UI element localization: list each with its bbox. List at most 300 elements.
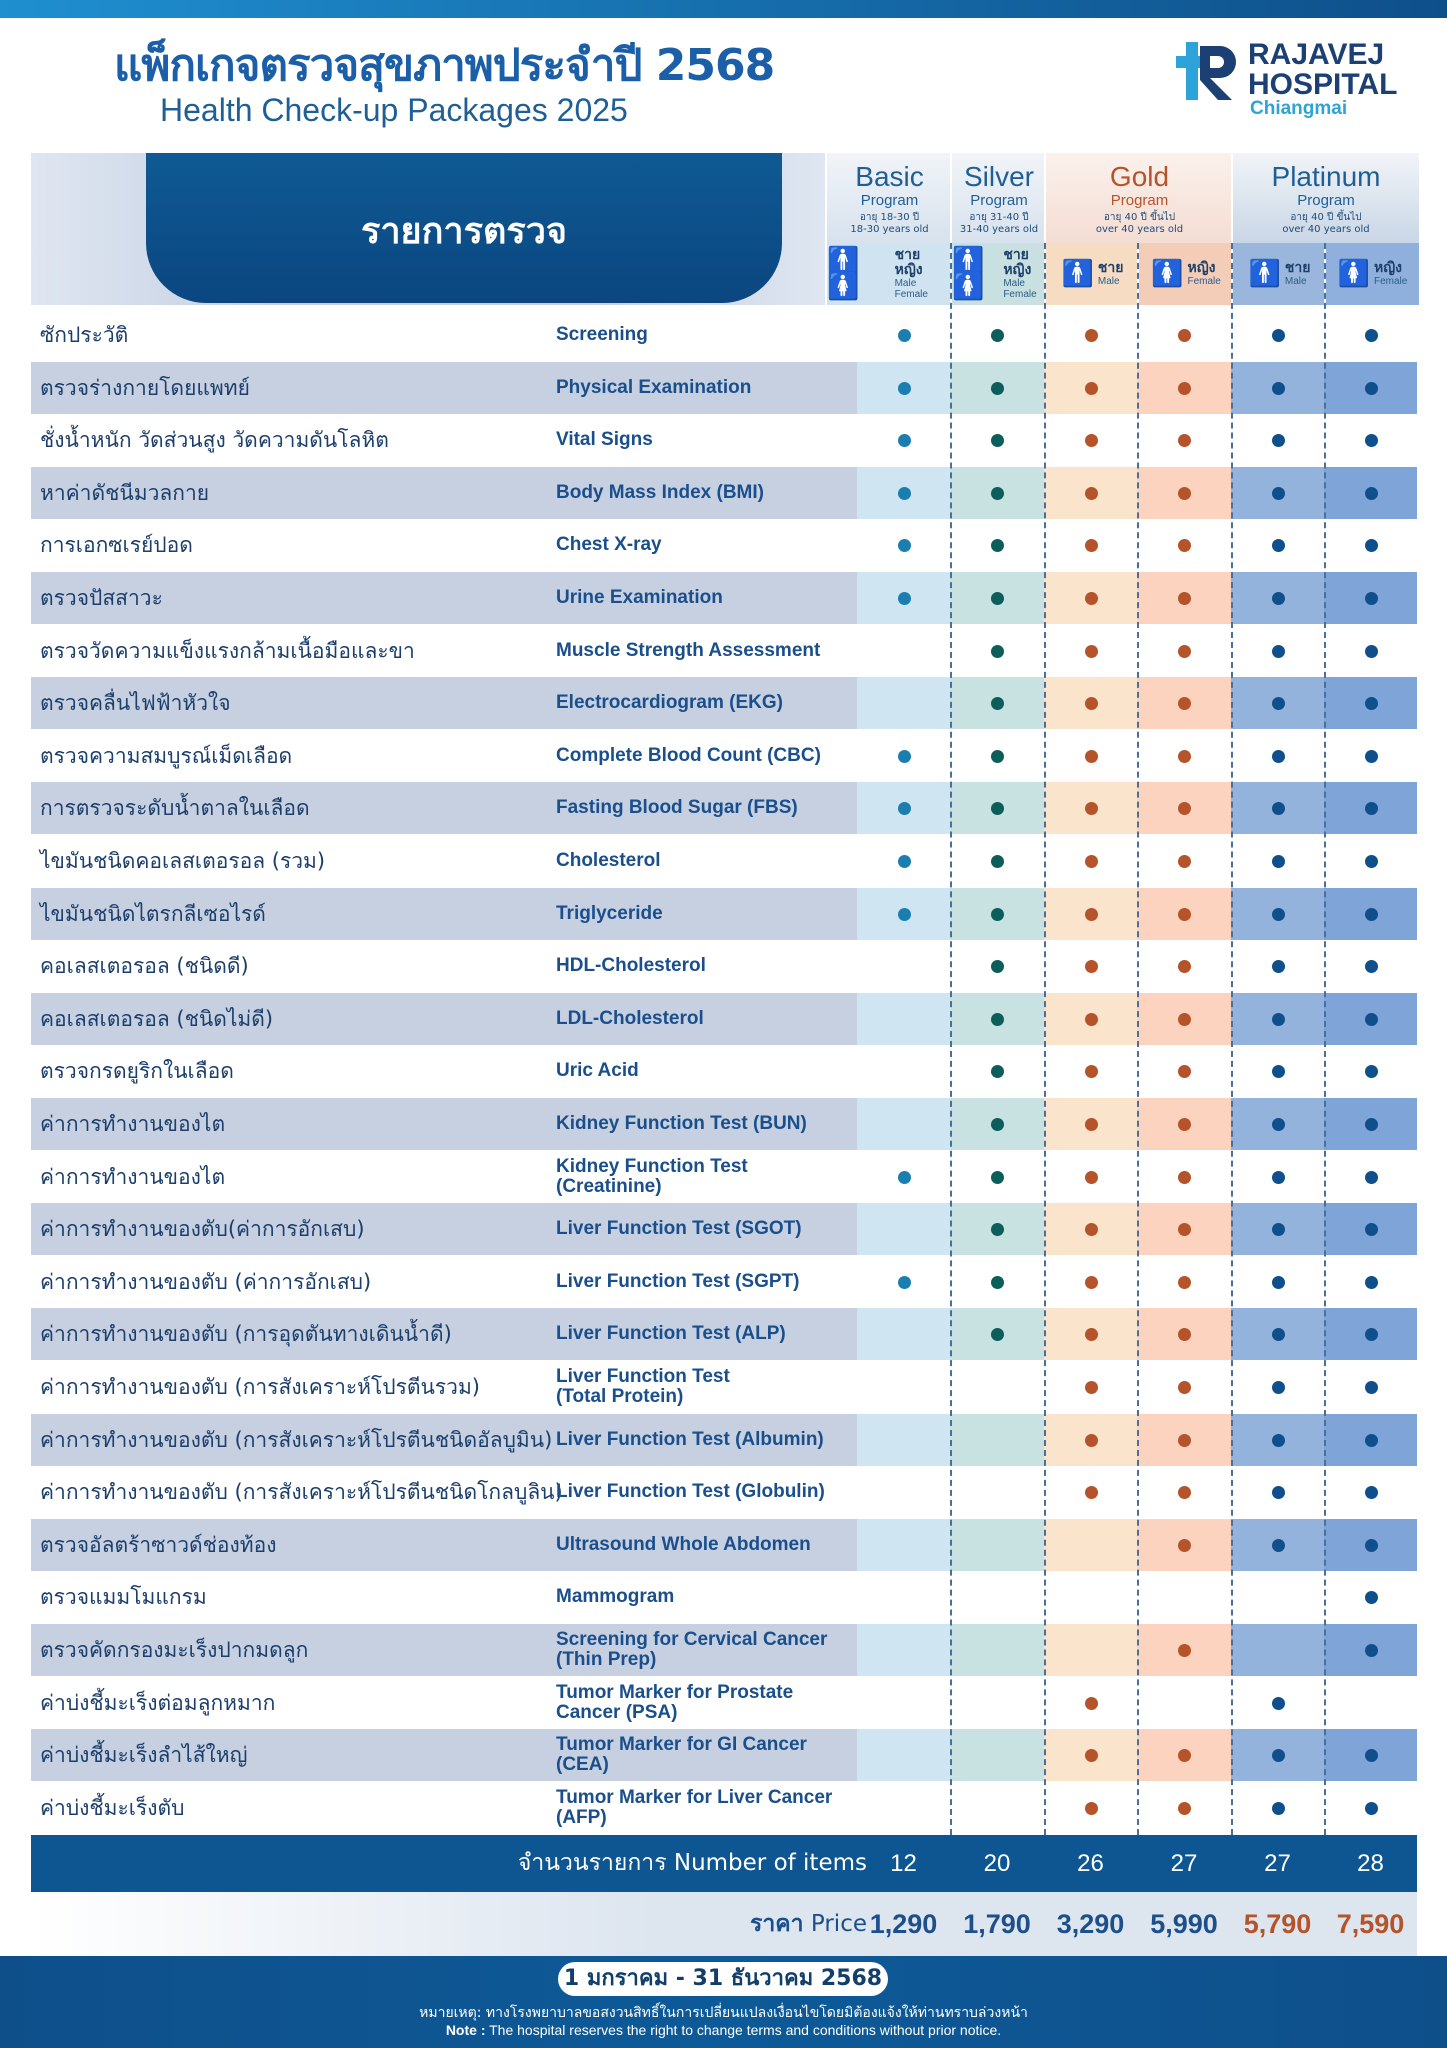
package-cell xyxy=(950,1571,1044,1623)
package-cell xyxy=(950,625,1044,677)
item-name-english-line: Tumor Marker for Prostate xyxy=(556,1681,794,1703)
package-cell xyxy=(1324,1203,1417,1255)
included-dot xyxy=(1272,329,1285,342)
included-dot xyxy=(1272,960,1285,973)
package-cell xyxy=(1137,940,1231,992)
included-dot xyxy=(1085,1381,1098,1394)
included-dot xyxy=(1178,1276,1191,1289)
package-cell xyxy=(1044,888,1137,940)
gender-label-thai: หญิง xyxy=(1374,260,1402,276)
table-row xyxy=(31,940,1417,992)
table-row xyxy=(31,993,1417,1045)
package-cell xyxy=(857,1151,950,1203)
included-dot xyxy=(1365,1486,1378,1499)
price-label-english: Price xyxy=(810,1911,867,1937)
item-count-value: 26 xyxy=(1077,1850,1104,1877)
item-name-english xyxy=(556,625,820,677)
included-dot xyxy=(1365,855,1378,868)
item-name-english-line: Liver Function Test (Globulin) xyxy=(556,1481,825,1503)
included-dot xyxy=(1178,1381,1191,1394)
package-cell xyxy=(1137,677,1231,729)
included-dot xyxy=(898,802,911,815)
package-cell xyxy=(1231,1729,1324,1781)
package-cell xyxy=(950,467,1044,519)
item-name-english-line: Chest X-ray xyxy=(556,534,662,556)
item-name-english xyxy=(556,1256,800,1308)
footer-note-label: Note : xyxy=(445,2022,486,2038)
table-row xyxy=(31,835,1417,887)
item-name-thai: ไขมันชนิดคอเลสเตอรอล (รวม) xyxy=(40,849,326,873)
included-dot xyxy=(1272,1223,1285,1236)
included-dot xyxy=(1178,434,1191,447)
column-divider xyxy=(1324,243,1326,1835)
item-name-thai: ค่าการทำงานของไต xyxy=(40,1112,226,1136)
item-count-row xyxy=(31,1835,1417,1892)
item-name-english xyxy=(556,1466,825,1518)
item-name-english xyxy=(556,1782,832,1834)
package-cell xyxy=(1044,519,1137,571)
item-name-english-line: (Creatinine) xyxy=(556,1175,662,1197)
male-female-icon: 🚹🚺 xyxy=(827,246,860,302)
package-cell xyxy=(950,1045,1044,1097)
gender-label-english: Male Female xyxy=(1003,278,1037,300)
item-name-english-line: HDL-Cholesterol xyxy=(556,955,706,977)
package-cell xyxy=(1137,1045,1231,1097)
included-dot xyxy=(1085,1328,1098,1341)
included-dot xyxy=(1365,645,1378,658)
package-cell xyxy=(1044,1256,1137,1308)
logo-city: Chiangmai xyxy=(1250,98,1348,119)
included-dot xyxy=(1365,434,1378,447)
included-dot xyxy=(1365,908,1378,921)
package-cell xyxy=(1231,1624,1324,1676)
item-name-thai: หาค่าดัชนีมวลกาย xyxy=(40,480,210,505)
package-cell xyxy=(1324,1519,1417,1571)
item-count-label: จำนวนรายการ Number of items xyxy=(517,1850,867,1876)
package-cell xyxy=(1231,1308,1324,1360)
package-cell xyxy=(857,414,950,466)
package-cell xyxy=(1324,1466,1417,1518)
item-name-english xyxy=(556,414,653,466)
item-count-value: 27 xyxy=(1264,1850,1291,1877)
package-cell xyxy=(950,1098,1044,1150)
item-name-english xyxy=(556,782,798,834)
package-cell xyxy=(1044,467,1137,519)
included-dot xyxy=(1365,329,1378,342)
package-cell xyxy=(950,1414,1044,1466)
item-name-thai: ตรวจแมมโมแกรม xyxy=(40,1585,207,1610)
included-dot xyxy=(1085,645,1098,658)
package-cell xyxy=(950,1203,1044,1255)
item-name-english-line: Cancer (PSA) xyxy=(556,1701,678,1723)
included-dot xyxy=(1272,645,1285,658)
included-dot xyxy=(991,329,1004,342)
included-dot xyxy=(1178,960,1191,973)
included-dot xyxy=(991,908,1004,921)
included-dot xyxy=(1085,1434,1098,1447)
item-name-english-line: LDL-Cholesterol xyxy=(556,1007,704,1029)
item-name-english xyxy=(556,940,706,992)
table-row xyxy=(31,1203,1417,1255)
package-cell xyxy=(1137,1624,1231,1676)
item-count-value: 28 xyxy=(1357,1850,1384,1877)
item-name-thai: คอเลสเตอรอล (ชนิดไม่ดี) xyxy=(40,1006,274,1031)
program-name: Gold xyxy=(1109,161,1170,192)
package-cell xyxy=(950,1308,1044,1360)
item-name-thai: ชั่งน้ำหนัก วัดส่วนสูง วัดความดันโลหิต xyxy=(40,428,389,453)
package-cell xyxy=(1231,1203,1324,1255)
package-cell xyxy=(1231,940,1324,992)
included-dot xyxy=(898,382,911,395)
included-dot xyxy=(1272,1539,1285,1552)
package-cell xyxy=(1324,1624,1417,1676)
included-dot xyxy=(991,592,1004,605)
package-cell xyxy=(1324,782,1417,834)
included-dot xyxy=(991,802,1004,815)
package-cell xyxy=(1137,309,1231,361)
included-dot xyxy=(1365,1644,1378,1657)
item-name-english-line: Tumor Marker for GI Cancer xyxy=(556,1734,807,1756)
price-value: 5,990 xyxy=(1150,1909,1218,1939)
package-cell xyxy=(857,1256,950,1308)
item-name-english-line: Body Mass Index (BMI) xyxy=(556,481,764,503)
table-row xyxy=(31,1677,1417,1729)
included-dot xyxy=(1085,1276,1098,1289)
gender-label-english: Male xyxy=(1097,276,1120,287)
included-dot xyxy=(1085,1802,1098,1815)
item-name-english-line: Cholesterol xyxy=(556,850,661,871)
included-dot xyxy=(898,487,911,500)
package-cell xyxy=(1137,362,1231,414)
logo-name xyxy=(1248,40,1397,100)
package-cell xyxy=(950,1361,1044,1413)
package-cell xyxy=(1137,1308,1231,1360)
table-row xyxy=(31,362,1417,414)
included-dot xyxy=(1085,697,1098,710)
included-dot xyxy=(1178,1223,1191,1236)
package-cell xyxy=(950,572,1044,624)
included-dot xyxy=(1178,1013,1191,1026)
package-cell xyxy=(950,835,1044,887)
package-cell xyxy=(1137,1414,1231,1466)
included-dot xyxy=(991,645,1004,658)
table-row xyxy=(31,677,1417,729)
table-row xyxy=(31,1256,1417,1308)
included-dot xyxy=(1272,487,1285,500)
package-cell xyxy=(1231,1045,1324,1097)
package-cell xyxy=(857,888,950,940)
package-cell xyxy=(1324,572,1417,624)
package-cell xyxy=(1231,1098,1324,1150)
item-name-thai: ตรวจปัสสาวะ xyxy=(40,586,163,610)
price-label-thai: ราคา xyxy=(750,1911,804,1937)
package-cell xyxy=(1231,1466,1324,1518)
package-cell xyxy=(1137,1782,1231,1834)
price-value: 7,590 xyxy=(1336,1909,1405,1939)
included-dot xyxy=(1178,802,1191,815)
gender-label-thai: ชาย หญิง xyxy=(894,247,923,278)
program-header-3 xyxy=(1231,153,1419,243)
package-cell xyxy=(1044,1624,1137,1676)
included-dot xyxy=(1178,539,1191,552)
item-name-english xyxy=(556,1045,639,1097)
item-name-english-line: Fasting Blood Sugar (FBS) xyxy=(556,797,798,819)
package-cell xyxy=(950,940,1044,992)
item-name-thai: การเอกซเรย์ปอด xyxy=(40,533,193,558)
column-divider xyxy=(1137,243,1139,1835)
table-row xyxy=(31,1414,1417,1466)
table-title: รายการตรวจ xyxy=(360,211,567,252)
included-dot xyxy=(1272,434,1285,447)
included-dot xyxy=(991,487,1004,500)
table-row xyxy=(31,519,1417,571)
included-dot xyxy=(1178,1802,1191,1815)
included-dot xyxy=(1365,1276,1378,1289)
item-name-english xyxy=(556,519,662,571)
included-dot xyxy=(1178,487,1191,500)
package-cell xyxy=(1044,572,1137,624)
package-cell xyxy=(1231,1677,1324,1729)
included-dot xyxy=(1085,329,1098,342)
package-cell xyxy=(1231,1151,1324,1203)
included-dot xyxy=(1272,802,1285,815)
package-cell xyxy=(857,362,950,414)
item-name-thai: ตรวจคัดกรองมะเร็งปากมดลูก xyxy=(40,1638,309,1662)
item-name-thai: ไขมันชนิดไตรกลีเซอไรด์ xyxy=(40,901,266,926)
program-age-thai: อายุ 18-30 ปี xyxy=(859,212,920,223)
package-cell xyxy=(1044,1308,1137,1360)
package-cell xyxy=(1044,1151,1137,1203)
program-age-thai: อายุ 40 ปี ขึ้นไป xyxy=(1290,212,1362,223)
included-dot xyxy=(1085,1118,1098,1131)
included-dot xyxy=(1178,908,1191,921)
item-name-thai: คอเลสเตอรอล (ชนิดดี) xyxy=(40,954,249,979)
item-name-english-line: Kidney Function Test (BUN) xyxy=(556,1113,807,1134)
table-row xyxy=(31,1624,1417,1676)
item-count-value: 20 xyxy=(983,1850,1011,1877)
package-cell xyxy=(1044,1361,1137,1413)
package-cell xyxy=(1231,1571,1324,1623)
table-row xyxy=(31,572,1417,624)
included-dot xyxy=(1178,592,1191,605)
included-dot xyxy=(1365,382,1378,395)
included-dot xyxy=(898,329,911,342)
included-dot xyxy=(991,855,1004,868)
included-dot xyxy=(1272,1802,1285,1815)
item-name-thai: ค่าการทำงานของตับ(ค่าการอักเสบ) xyxy=(40,1217,365,1242)
item-name-english xyxy=(556,1571,674,1623)
package-cell xyxy=(950,362,1044,414)
package-cell xyxy=(857,835,950,887)
program-label: Program xyxy=(1297,192,1355,209)
program-age-thai: อายุ 31-40 ปี xyxy=(969,212,1029,223)
item-name-thai: ค่าการทำงานของตับ (การอุดตันทางเดินน้ำดี) xyxy=(40,1322,452,1347)
gender-label-thai: หญิง xyxy=(1187,260,1216,276)
package-cell xyxy=(1137,519,1231,571)
included-dot xyxy=(1178,750,1191,763)
included-dot xyxy=(991,960,1004,973)
included-dot xyxy=(1085,487,1098,500)
item-name-english xyxy=(556,362,751,414)
package-cell xyxy=(1044,1098,1137,1150)
item-name-english xyxy=(556,677,783,729)
program-label: Program xyxy=(970,192,1028,209)
column-divider xyxy=(950,243,952,1835)
included-dot xyxy=(1365,960,1378,973)
program-age-english: 31-40 years old xyxy=(959,224,1039,235)
included-dot xyxy=(1178,382,1191,395)
item-name-english xyxy=(556,1624,827,1676)
package-cell xyxy=(1231,1414,1324,1466)
item-name-thai: ตรวจความสมบูรณ์เม็ดเลือด xyxy=(40,743,293,768)
item-name-english-line: Muscle Strength Assessment xyxy=(556,639,821,661)
item-name-english xyxy=(556,467,764,519)
package-cell xyxy=(1324,677,1417,729)
package-cell xyxy=(1324,888,1417,940)
package-cell xyxy=(1231,888,1324,940)
package-cell xyxy=(1231,625,1324,677)
program-age-english: 18-30 years old xyxy=(850,224,929,235)
item-name-english-line: Urine Examination xyxy=(556,587,723,608)
included-dot xyxy=(1085,1486,1098,1499)
gender-label-english: Female xyxy=(1374,276,1408,287)
package-cell xyxy=(1044,993,1137,1045)
item-name-thai: ตรวจกรดยูริกในเลือด xyxy=(40,1059,234,1084)
package-cell xyxy=(1044,1414,1137,1466)
included-dot xyxy=(1365,1223,1378,1236)
gender-subheader-5 xyxy=(1324,243,1419,305)
included-dot xyxy=(1085,960,1098,973)
package-cell xyxy=(1137,1361,1231,1413)
included-dot xyxy=(1272,750,1285,763)
included-dot xyxy=(898,539,911,552)
package-cell xyxy=(1324,414,1417,466)
program-name: Platinum xyxy=(1271,161,1381,192)
included-dot xyxy=(1272,1171,1285,1184)
item-name-english xyxy=(556,1519,811,1571)
included-dot xyxy=(898,434,911,447)
package-cell xyxy=(950,677,1044,729)
package-cell xyxy=(1324,519,1417,571)
included-dot xyxy=(1365,1065,1378,1078)
item-name-thai: การตรวจระดับน้ำตาลในเลือด xyxy=(40,796,310,821)
package-cell xyxy=(857,940,950,992)
item-name-english xyxy=(556,572,723,624)
included-dot xyxy=(898,750,911,763)
included-dot xyxy=(1178,1065,1191,1078)
package-cell xyxy=(950,1624,1044,1676)
package-cell xyxy=(1324,1782,1417,1834)
included-dot xyxy=(1272,1276,1285,1289)
logo-name-line2: HOSPITAL xyxy=(1248,68,1398,101)
item-name-english-line: Ultrasound Whole Abdomen xyxy=(556,1533,811,1555)
price-label xyxy=(750,1892,867,1956)
package-cell xyxy=(1044,1782,1137,1834)
package-cell xyxy=(857,625,950,677)
package-cell xyxy=(1137,1519,1231,1571)
package-cell xyxy=(950,993,1044,1045)
item-name-thai: ค่าบ่งชี้มะเร็งต่อมลูกหมาก xyxy=(40,1690,276,1715)
item-name-english-line: Uric Acid xyxy=(556,1060,639,1082)
item-name-english-line: Liver Function Test (SGOT) xyxy=(556,1218,802,1240)
package-cell xyxy=(1231,835,1324,887)
package-cell xyxy=(857,572,950,624)
package-cell xyxy=(1231,730,1324,782)
program-age-english: over 40 years old xyxy=(1095,224,1184,235)
package-cell xyxy=(857,1624,950,1676)
included-dot xyxy=(898,855,911,868)
price-value: 1,290 xyxy=(869,1909,938,1939)
package-cell xyxy=(1044,677,1137,729)
rajavej-logo-icon xyxy=(1176,42,1238,100)
item-name-english-line: Screening xyxy=(556,324,648,345)
package-cell xyxy=(857,993,950,1045)
package-cell xyxy=(1324,625,1417,677)
package-cell xyxy=(857,1466,950,1518)
top-accent-bar xyxy=(0,0,1447,18)
package-cell xyxy=(950,782,1044,834)
item-name-english xyxy=(556,1203,802,1255)
item-name-english-line: Triglyceride xyxy=(556,902,663,924)
included-dot xyxy=(1085,1749,1098,1762)
item-name-english-line: Liver Function Test (SGPT) xyxy=(556,1270,800,1292)
male-icon: 🚹 xyxy=(1061,259,1094,289)
included-dot xyxy=(1085,1697,1098,1710)
table-row xyxy=(31,467,1417,519)
footer-note-thai: หมายเหตุ: ทางโรงพยาบาลขอสงวนสิทธิ์ในการเปลี่ยนแปลงเงื่อนไขโดยมิต้องแจ้งให้ท่านทราบล่วงหน้า xyxy=(419,2005,1028,2021)
package-cell xyxy=(857,782,950,834)
included-dot xyxy=(1272,539,1285,552)
included-dot xyxy=(1178,645,1191,658)
package-cell xyxy=(950,1256,1044,1308)
included-dot xyxy=(1365,1434,1378,1447)
package-cell xyxy=(857,1045,950,1097)
table-row xyxy=(31,1098,1417,1150)
included-dot xyxy=(1272,1486,1285,1499)
package-cell xyxy=(1324,1256,1417,1308)
item-name-thai: ค่าการทำงานของตับ (ค่าการอักเสบ) xyxy=(40,1269,372,1294)
table-row xyxy=(31,730,1417,782)
item-name-english-line: (Thin Prep) xyxy=(556,1649,657,1670)
price-row xyxy=(31,1892,1417,1956)
package-cell xyxy=(1137,1466,1231,1518)
gender-subheader-4 xyxy=(1231,243,1326,305)
price-value: 1,790 xyxy=(963,1909,1031,1939)
included-dot xyxy=(1085,1171,1098,1184)
package-cell xyxy=(1324,1729,1417,1781)
table-row xyxy=(31,1045,1417,1097)
package-cell xyxy=(1324,467,1417,519)
table-row xyxy=(31,1571,1417,1623)
item-name-thai: ซักประวัติ xyxy=(40,323,129,347)
program-label: Program xyxy=(1110,192,1169,209)
package-cell xyxy=(1231,782,1324,834)
table-row xyxy=(31,1361,1417,1413)
included-dot xyxy=(991,1171,1004,1184)
table-row xyxy=(31,1729,1417,1781)
item-name-thai: ค่าการทำงานของตับ (การสังเคราะห์โปรตีนชนิดอัลบูมิน) xyxy=(40,1427,553,1452)
included-dot xyxy=(1272,908,1285,921)
package-cell xyxy=(950,519,1044,571)
package-cell xyxy=(1231,677,1324,729)
package-cell xyxy=(1231,362,1324,414)
package-cell xyxy=(1324,1361,1417,1413)
package-cell xyxy=(857,1098,950,1150)
package-cell xyxy=(857,1729,950,1781)
package-cell xyxy=(1324,1308,1417,1360)
package-cell xyxy=(1231,1361,1324,1413)
package-cell xyxy=(1044,362,1137,414)
